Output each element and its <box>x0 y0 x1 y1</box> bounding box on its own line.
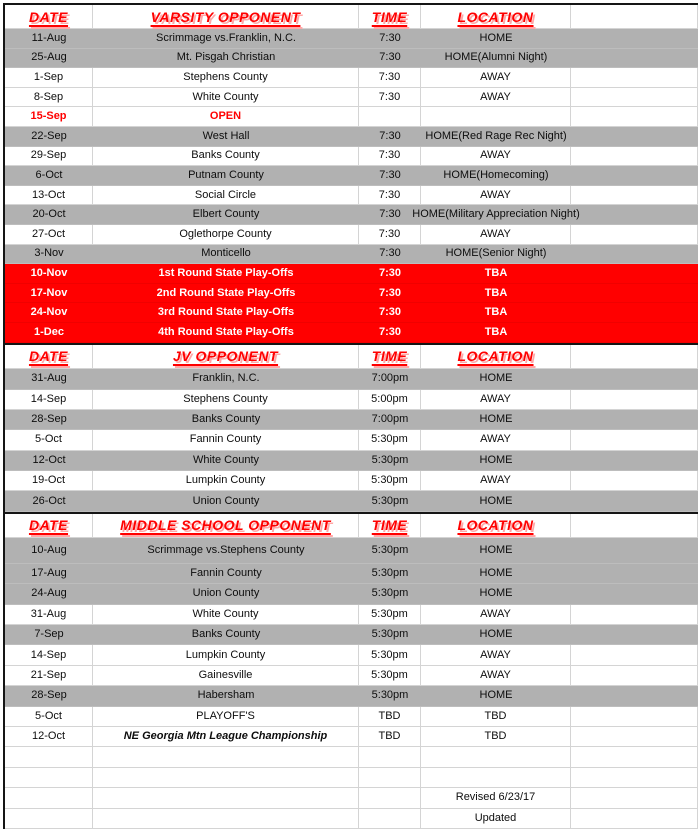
time-cell: 5:30pm <box>359 430 421 449</box>
schedule-row <box>5 303 698 323</box>
schedule-row <box>5 29 698 49</box>
date-cell: 31-Aug <box>5 605 93 624</box>
schedule-row <box>5 584 698 604</box>
location-cell: HOME(Homecoming) <box>443 168 549 181</box>
location-cell: Revised 6/23/17 <box>421 788 571 807</box>
empty-cell <box>571 410 698 429</box>
date-cell: 1-Dec <box>34 325 64 338</box>
opponent-cell: West Hall <box>202 129 250 142</box>
date-cell: 12-Oct <box>32 453 66 466</box>
empty-cell <box>571 29 698 48</box>
empty-cell <box>571 768 698 787</box>
opponent-cell: Fannin County <box>93 430 359 449</box>
date-header: DATE <box>5 514 93 537</box>
empty-cell <box>571 166 698 185</box>
date-cell: 26-Oct <box>32 494 66 507</box>
date-cell: 5-Oct <box>5 430 93 449</box>
schedule-row <box>5 451 698 471</box>
location-cell <box>421 768 571 787</box>
time-cell: 5:30pm <box>359 666 421 685</box>
schedule-row <box>5 390 698 410</box>
empty-header-cell <box>571 345 698 368</box>
schedule-row <box>5 323 698 343</box>
empty-cell <box>571 127 698 146</box>
empty-cell <box>571 605 698 624</box>
location-cell: AWAY <box>421 666 571 685</box>
location-cell: TBA <box>484 266 508 279</box>
date-cell: 14-Sep <box>5 390 93 409</box>
schedule-row <box>5 284 698 304</box>
opponent-cell: Stephens County <box>93 390 359 409</box>
opponent-cell: White County <box>192 453 260 466</box>
date-cell: 28-Sep <box>31 689 67 702</box>
opponent-cell: Elbert County <box>192 208 260 221</box>
time-cell: 7:30 <box>378 306 402 319</box>
empty-cell <box>571 390 698 409</box>
time-header: TIME <box>359 5 421 28</box>
date-cell: 7-Sep <box>34 628 64 641</box>
opponent-cell: 4th Round State Play-Offs <box>158 325 294 338</box>
location-cell: Updated <box>421 809 571 828</box>
time-cell: 5:30pm <box>371 567 409 580</box>
date-header: DATE <box>5 5 93 28</box>
date-cell: 14-Sep <box>5 645 93 664</box>
time-cell: TBD <box>359 727 421 746</box>
time-cell: 5:00pm <box>359 390 421 409</box>
empty-cell <box>571 303 698 322</box>
schedule-row <box>5 410 698 430</box>
empty-cell <box>571 471 698 490</box>
opponent-cell: PLAYOFF'S <box>93 707 359 726</box>
date-cell <box>5 747 93 766</box>
opponent-cell: Habersham <box>197 689 255 702</box>
empty-cell <box>571 727 698 746</box>
date-cell <box>5 768 93 787</box>
empty-cell <box>571 225 698 244</box>
empty-cell <box>571 584 698 603</box>
empty-cell <box>571 538 698 563</box>
opponent-cell <box>93 788 359 807</box>
empty-cell <box>571 88 698 107</box>
opponent-cell: Monticello <box>201 247 251 260</box>
opponent-cell <box>93 809 359 828</box>
location-cell: HOME(Alumni Night) <box>444 51 548 64</box>
time-cell: 7:30 <box>379 208 401 221</box>
schedule-row <box>5 809 698 829</box>
empty-cell <box>571 809 698 828</box>
opponent-cell: 3rd Round State Play-Offs <box>157 306 295 319</box>
location-cell: HOME <box>479 494 513 507</box>
schedule-row <box>5 538 698 564</box>
opponent-cell: White County <box>93 605 359 624</box>
location-header: LOCATION <box>421 5 571 28</box>
schedule-row <box>5 564 698 584</box>
date-cell: 24-Nov <box>30 306 68 319</box>
date-cell: 29-Sep <box>5 147 93 166</box>
time-header: TIME <box>359 345 421 368</box>
schedule-row <box>5 625 698 645</box>
location-cell: HOME(Senior Night) <box>445 247 547 260</box>
schedule-row <box>5 264 698 284</box>
empty-cell <box>571 107 698 126</box>
location-cell: HOME <box>479 413 513 426</box>
date-header: DATE <box>5 345 93 368</box>
opponent-header: JV OPPONENT <box>93 345 359 368</box>
schedule-row <box>5 471 698 491</box>
date-cell: 10-Aug <box>31 543 67 556</box>
schedule-row <box>5 430 698 450</box>
time-cell: 7:30 <box>379 129 401 142</box>
time-cell <box>359 107 421 126</box>
schedule-row <box>5 707 698 727</box>
location-cell: HOME <box>479 372 513 384</box>
empty-cell <box>571 451 698 470</box>
opponent-cell: Lumpkin County <box>93 645 359 664</box>
schedule-row <box>5 245 698 265</box>
empty-cell <box>571 147 698 166</box>
empty-cell <box>571 264 698 283</box>
location-cell: HOME(Military Appreciation Night) <box>412 208 580 221</box>
date-cell: 3-Nov <box>34 247 64 260</box>
opponent-cell: NE Georgia Mtn League Championship <box>93 727 359 746</box>
schedule-row <box>5 88 698 108</box>
schedule-row <box>5 727 698 747</box>
opponent-cell: Gainesville <box>93 666 359 685</box>
location-cell: TBA <box>484 306 508 319</box>
opponent-cell: Union County <box>192 587 260 600</box>
empty-cell <box>571 245 698 264</box>
time-cell: 7:30 <box>378 266 402 279</box>
opponent-cell <box>93 768 359 787</box>
empty-cell <box>571 686 698 705</box>
opponent-cell: White County <box>93 88 359 107</box>
empty-cell <box>571 788 698 807</box>
location-cell: AWAY <box>421 186 571 205</box>
date-cell: 17-Aug <box>31 567 67 580</box>
schedule-row <box>5 225 698 245</box>
date-cell: 11-Aug <box>31 31 67 44</box>
location-cell: TBD <box>421 707 571 726</box>
time-cell: 5:30pm <box>359 645 421 664</box>
time-cell: 7:30 <box>378 325 402 338</box>
schedule-row <box>5 166 698 186</box>
schedule-row <box>5 605 698 625</box>
time-cell: 7:00pm <box>371 413 409 426</box>
time-cell: 7:00pm <box>371 372 409 384</box>
date-cell: 24-Aug <box>31 587 67 600</box>
schedule-row <box>5 107 698 127</box>
opponent-cell: Stephens County <box>93 68 359 87</box>
opponent-header: VARSITY OPPONENT <box>93 5 359 28</box>
time-cell: 7:30 <box>359 225 421 244</box>
date-cell: 8-Sep <box>5 88 93 107</box>
empty-header-cell <box>571 5 698 28</box>
time-cell: 5:30pm <box>371 543 409 556</box>
location-cell: AWAY <box>421 390 571 409</box>
opponent-cell: Social Circle <box>93 186 359 205</box>
location-cell: AWAY <box>421 225 571 244</box>
opponent-cell: Scrimmage vs.Franklin, N.C. <box>156 31 296 44</box>
time-cell: 7:30 <box>359 68 421 87</box>
date-cell: 28-Sep <box>31 413 67 426</box>
schedule-row <box>5 369 698 390</box>
time-cell: 7:30 <box>379 247 401 260</box>
schedule-row <box>5 186 698 206</box>
middle-school-section <box>5 512 698 829</box>
opponent-cell: 1st Round State Play-Offs <box>158 266 294 279</box>
date-cell: 10-Nov <box>30 266 68 279</box>
time-cell: 5:30pm <box>359 471 421 490</box>
location-cell: TBA <box>484 286 508 299</box>
opponent-cell: Banks County <box>93 147 359 166</box>
opponent-cell: Fannin County <box>190 567 262 580</box>
time-cell: 5:30pm <box>371 453 409 466</box>
middle-school-header-row <box>5 512 698 538</box>
opponent-cell: 2nd Round State Play-Offs <box>156 286 296 299</box>
time-cell <box>359 768 421 787</box>
location-cell: AWAY <box>421 68 571 87</box>
varsity-section <box>5 3 698 343</box>
location-cell: HOME <box>479 453 513 466</box>
date-cell: 1-Sep <box>5 68 93 87</box>
opponent-cell: Mt. Pisgah Christian <box>176 51 276 64</box>
jv-section <box>5 343 698 512</box>
location-cell <box>421 107 571 126</box>
time-cell: 7:30 <box>359 147 421 166</box>
time-header: TIME <box>359 514 421 537</box>
date-cell: 15-Sep <box>5 107 93 126</box>
schedule-row <box>5 666 698 686</box>
empty-cell <box>571 323 698 342</box>
date-cell: 12-Oct <box>5 727 93 746</box>
time-cell: 5:30pm <box>371 494 409 507</box>
schedule-row <box>5 686 698 706</box>
location-cell <box>421 747 571 766</box>
time-cell: 7:30 <box>359 88 421 107</box>
location-cell: TBD <box>421 727 571 746</box>
time-cell: 5:30pm <box>371 628 409 641</box>
varsity-header-row <box>5 3 698 29</box>
time-cell <box>359 809 421 828</box>
opponent-cell: Union County <box>192 494 260 507</box>
time-cell: 7:30 <box>359 186 421 205</box>
time-cell <box>359 747 421 766</box>
schedule-row <box>5 127 698 147</box>
opponent-header: MIDDLE SCHOOL OPPONENT <box>93 514 359 537</box>
opponent-cell: Putnam County <box>188 168 264 181</box>
location-cell: TBA <box>484 325 508 338</box>
time-cell: 7:30 <box>379 51 401 64</box>
date-cell <box>5 809 93 828</box>
location-cell: HOME <box>479 567 513 580</box>
empty-cell <box>571 747 698 766</box>
date-cell: 21-Sep <box>5 666 93 685</box>
date-cell: 19-Oct <box>5 471 93 490</box>
opponent-cell: Oglethorpe County <box>93 225 359 244</box>
schedule-row <box>5 68 698 88</box>
location-cell: AWAY <box>421 471 571 490</box>
opponent-cell: OPEN <box>93 107 359 126</box>
opponent-cell <box>93 747 359 766</box>
empty-cell <box>571 186 698 205</box>
date-cell: 22-Sep <box>31 129 67 142</box>
empty-cell <box>571 564 698 583</box>
opponent-cell: Franklin, N.C. <box>192 372 260 384</box>
time-cell <box>359 788 421 807</box>
location-header: LOCATION <box>421 514 571 537</box>
date-cell: 17-Nov <box>30 286 68 299</box>
schedule-row <box>5 205 698 225</box>
schedule-row <box>5 747 698 767</box>
time-cell: TBD <box>359 707 421 726</box>
date-cell: 6-Oct <box>35 168 63 181</box>
location-cell: HOME <box>479 31 513 44</box>
date-cell: 13-Oct <box>5 186 93 205</box>
empty-header-cell <box>571 514 698 537</box>
date-cell <box>5 788 93 807</box>
time-cell: 5:30pm <box>371 587 409 600</box>
location-cell: AWAY <box>421 147 571 166</box>
time-cell: 5:30pm <box>359 605 421 624</box>
schedule-table <box>3 3 698 829</box>
schedule-row <box>5 49 698 69</box>
time-cell: 7:30 <box>378 286 402 299</box>
location-cell: HOME <box>479 628 513 641</box>
opponent-cell: Lumpkin County <box>93 471 359 490</box>
location-cell: AWAY <box>421 430 571 449</box>
empty-cell <box>571 205 698 224</box>
empty-cell <box>571 707 698 726</box>
schedule-row <box>5 491 698 511</box>
location-cell: AWAY <box>421 605 571 624</box>
empty-cell <box>571 68 698 87</box>
empty-cell <box>571 491 698 510</box>
location-cell: HOME <box>479 587 513 600</box>
date-cell: 20-Oct <box>32 208 66 221</box>
opponent-cell: Scrimmage vs.Stephens County <box>147 543 305 556</box>
empty-cell <box>571 625 698 644</box>
empty-cell <box>571 284 698 303</box>
location-cell: AWAY <box>421 645 571 664</box>
jv-header-row <box>5 343 698 369</box>
location-header: LOCATION <box>421 345 571 368</box>
empty-cell <box>571 666 698 685</box>
empty-cell <box>571 49 698 68</box>
date-cell: 25-Aug <box>31 51 67 64</box>
empty-cell <box>571 645 698 664</box>
time-cell: 5:30pm <box>371 689 409 702</box>
location-cell: HOME <box>479 543 513 556</box>
date-cell: 5-Oct <box>5 707 93 726</box>
location-cell: AWAY <box>421 88 571 107</box>
date-cell: 27-Oct <box>5 225 93 244</box>
date-cell: 31-Aug <box>31 372 67 384</box>
location-cell: HOME(Red Rage Rec Night) <box>425 129 567 142</box>
opponent-cell: Banks County <box>191 628 261 641</box>
time-cell: 7:30 <box>379 31 401 44</box>
schedule-row <box>5 645 698 665</box>
opponent-cell: Banks County <box>191 413 261 426</box>
schedule-row <box>5 147 698 167</box>
empty-cell <box>571 430 698 449</box>
empty-cell <box>571 369 698 389</box>
schedule-row <box>5 788 698 808</box>
time-cell: 7:30 <box>379 168 401 181</box>
schedule-row <box>5 768 698 788</box>
location-cell: HOME <box>479 689 513 702</box>
